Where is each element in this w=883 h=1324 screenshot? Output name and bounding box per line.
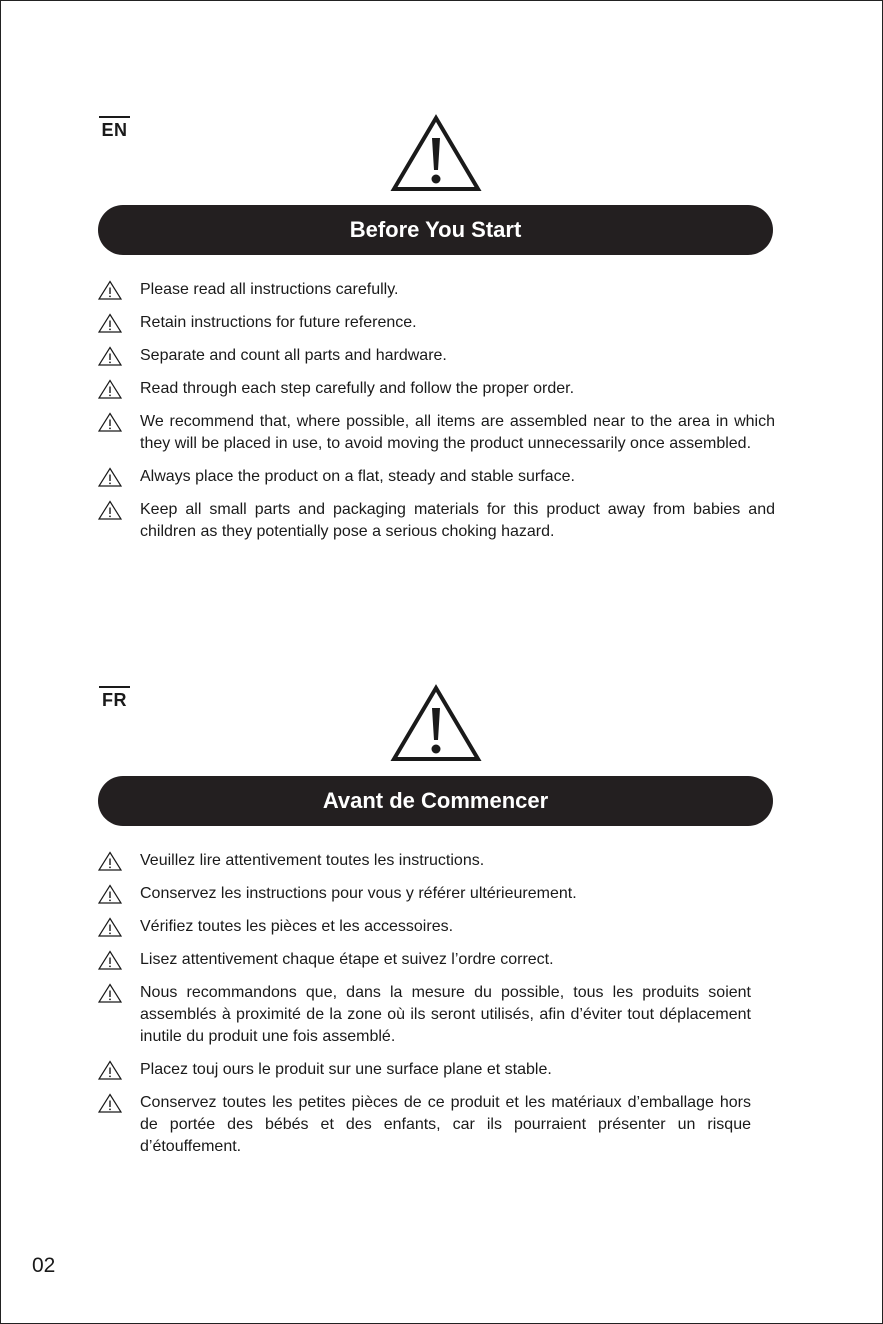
language-tag-fr: FR [99,686,130,711]
section-title-fr: Avant de Commencer [322,788,549,813]
warning-bullet-icon [98,379,122,399]
warning-bullet-icon [98,950,122,970]
page-number: 02 [32,1254,56,1277]
section-title-en: Before You Start [349,217,522,242]
list-item: Vérifiez toutes les pièces et les accessoires. [98,916,751,938]
warning-bullet-icon [98,500,122,520]
list-item: Read through each step carefully and follow the proper order. [98,378,775,400]
warning-bullet-icon [98,346,122,366]
language-tag-en: EN [99,116,130,141]
warning-bullet-icon [98,983,122,1003]
warning-triangle-icon [390,684,482,762]
list-item: Always place the product on a flat, steady and stable surface. [98,466,775,488]
warning-bullet-icon [98,884,122,904]
warning-bullet-icon [98,467,122,487]
warning-bullet-icon [98,917,122,937]
list-item: Please read all instructions carefully. [98,279,775,301]
list-item: Retain instructions for future reference. [98,312,775,334]
list-item: Conservez les instructions pour vous y référer ultérieurement. [98,883,751,905]
list-item: Lisez attentivement chaque étape et suivez l’ordre correct. [98,949,751,971]
list-item: Nous recommandons que, dans la mesure du possible, tous les produits soient assemblés à proximité de la zone où ils seront utilisés, afin d’éviter tout déplacement inutile du produit une fois assemblé. [98,982,751,1048]
list-item: Veuillez lire attentivement toutes les instructions. [98,850,751,872]
warning-bullet-icon [98,313,122,333]
instruction-list-fr [98,850,751,1169]
section-banner-en [98,205,773,255]
list-item: Placez touj ours le produit sur une surface plane et stable. [98,1059,751,1081]
warning-bullet-icon [98,1060,122,1080]
warning-bullet-icon [98,851,122,871]
list-item: We recommend that, where possible, all items are assembled near to the area in which they will be placed in use, to avoid moving the product unnecessarily once assembled. [98,411,775,455]
warning-triangle-icon [390,114,482,192]
list-item: Conservez toutes les petites pièces de ce produit et les matériaux d’emballage hors de portée des bébés et des enfants, car ils pourraient présenter un risque d’étouffement. [98,1092,751,1158]
list-item: Keep all small parts and packaging materials for this product away from babies and children as they potentially pose a serious choking hazard. [98,499,775,543]
section-banner-fr [98,776,773,826]
list-item: Separate and count all parts and hardware. [98,345,775,367]
warning-bullet-icon [98,412,122,432]
warning-bullet-icon [98,280,122,300]
warning-bullet-icon [98,1093,122,1113]
instruction-list-en [98,279,775,554]
